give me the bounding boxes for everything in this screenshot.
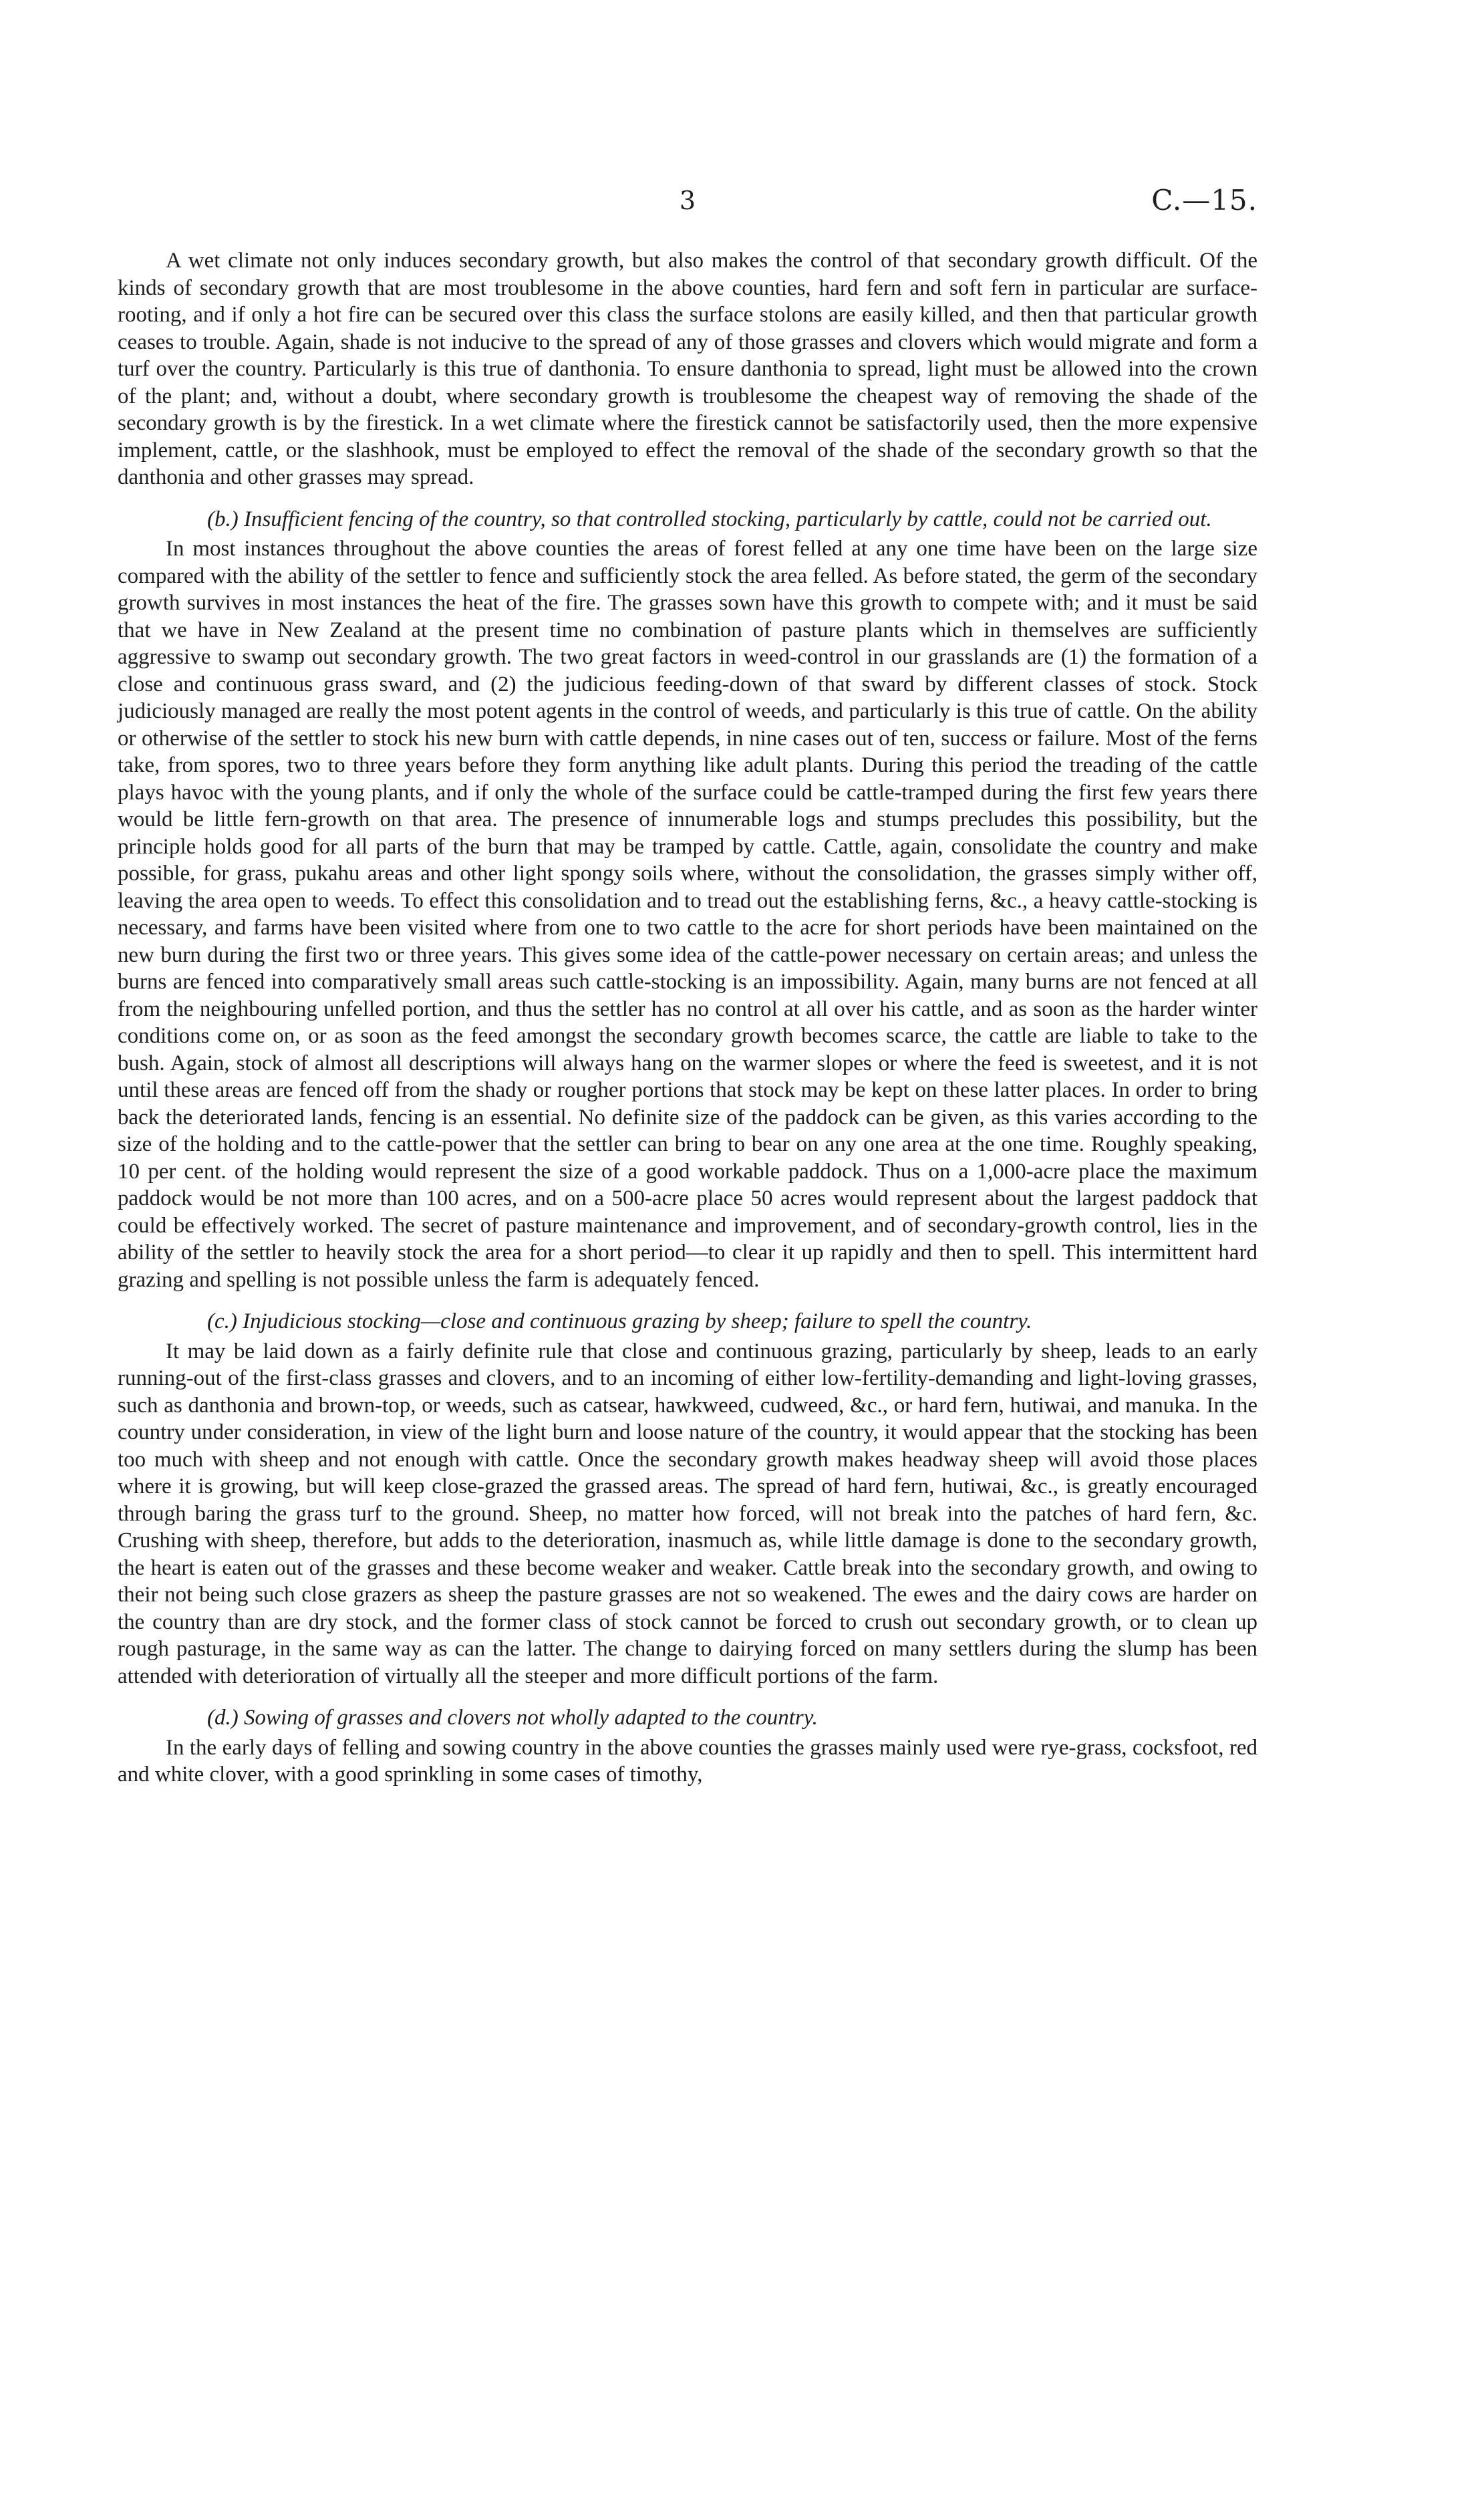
- section-paragraph: In most instances throughout the above counties the areas of forest felled at any one time have been on the large size compared with the ability of the settler to fence and sufficiently stock the area felled. As before stated, the germ of the secondary growth survives in most instances the heat of the fire. The grasses sown have this growth to compete with; and it must be said that we have in New Zealand at the present time no combination of pasture plants which in themselves are sufficiently aggressive to swamp out secondary growth. The two great factors in weed-control in our grasslands are (1) the formation of a close and continuous grass sward, and (2) the judicious feeding-down of that sward by different classes of stock. Stock judiciously managed are really the most potent agents in the control of weeds, and particularly is this true of cattle. On the ability or otherwise of the settler to stock his new burn with cattle depends, in nine cases out of ten, success or failure. Most of the ferns take, from spores, two to three years before they form anything like adult plants. During this period the treading of the cattle plays havoc with the young plants, and if only the whole of the surface could be cattle-tramped during the first few years there would be little fern-growth on that area. The presence of innumerable logs and stumps precludes this possibility, but the principle holds good for all parts of the burn that may be tramped by cattle. Cattle, again, consolidate the country and make possible, for grass, pukahu areas and other light spongy soils where, without the consolidation, the grasses simply wither off, leaving the area open to weeds. To effect this consolidation and to tread out the establishing ferns, &c., a heavy cattle-stocking is necessary, and farms have been visited where from one to two cattle to the acre for short periods have been maintained on the new burn during the first two or three years. This gives some idea of the cattle-power necessary on certain areas; and unless the burns are fenced into comparatively small areas such cattle-stocking is an impossibility. Again, many burns are not fenced at all from the neighbouring unfelled portion, and thus the settler has no control at all over his cattle, and as soon as the harder winter conditions come on, or as soon as the feed amongst the secondary growth becomes scarce, the cattle are liable to take to the bush. Again, stock of almost all descriptions will always hang on the warmer slopes or where the feed is sweetest, and it is not until these areas are fenced off from the shady or rougher portions that stock may be kept on these latter places. In order to bring back the deteriorated lands, fencing is an essential. No definite size of the paddock can be given, as this varies according to the size of the holding and to the cattle-power that the settler can bring to bear on any one area at the one time. Roughly speaking, 10 per cent. of the holding would represent the size of a good workable paddock. Thus on a 1,000-acre place the maximum paddock would be not more than 100 acres, and on a 500-acre place 50 acres would represent about the largest paddock that could be effectively worked. The secret of pasture maintenance and improvement, and of secondary-growth control, lies in the ability of the settler to heavily stock the area for a short period—to clear it up rapidly and then to spell. This intermittent hard grazing and spelling is not possible unless the farm is adequately fenced.: [118, 537, 1257, 1292]
- section-d: [118, 1704, 1257, 1789]
- document-reference: C.—15.: [1151, 184, 1257, 217]
- page-number: 3: [679, 186, 696, 215]
- section-heading: (c.) Injudicious stocking—close and continuous grazing by sheep; failure to spell the country.: [207, 1309, 1032, 1333]
- section-c: [118, 1308, 1257, 1690]
- section-paragraph: In the early days of felling and sowing country in the above counties the grasses mainly used were rye-grass, cocksfoot, red and white clover, with a good sprinkling in some cases of timothy,: [118, 1735, 1257, 1787]
- intro-paragraph: A wet climate not only induces secondary growth, but also makes the control of that secondary growth difficult. Of the kinds of secondary growth that are most troublesome in the above counties, hard fern and soft fern in particular are surface-rooting, and if only a hot fire can be secured over this class the surface stolons are easily killed, and then that particular growth ceases to trouble. Again, shade is not inducive to the spread of any of those grasses and clovers which would migrate and form a turf over the country. Particularly is this true of danthonia. To ensure danthonia to spread, light must be allowed into the crown of the plant; and, without a doubt, where secondary growth is troublesome the cheapest way of removing the shade of the secondary growth is by the firestick. In a wet climate where the firestick cannot be satisfactorily used, then the more expensive implement, cattle, or the slashhook, must be employed to effect the removal of the shade of the secondary growth so that the danthonia and other grasses may spread.: [118, 249, 1257, 489]
- section-heading: (b.) Insufficient fencing of the country, so that controlled stocking, particularly by cattle, could not be carried out.: [207, 507, 1212, 531]
- section-paragraph: It may be laid down as a fairly definite rule that close and continuous grazing, particularly by sheep, leads to an early running-out of the first-class grasses and clovers, and to an incoming of either low-fertility-demanding and light-loving grasses, such as danthonia and brown-top, or weeds, such as catsear, hawkweed, cudweed, &c., or hard fern, hutiwai, and manuka. In the country under consideration, in view of the light burn and loose nature of the country, it would appear that the stocking has been too much with sheep and not enough with cattle. Once the secondary growth makes headway sheep will avoid those places where it is growing, but will keep close-grazed the grassed areas. The spread of hard fern, hutiwai, &c., is greatly encouraged through baring the grass turf to the ground. Sheep, no matter how forced, will not break into the patches of hard fern, &c. Crushing with sheep, therefore, but adds to the deterioration, inasmuch as, while little damage is done to the secondary growth, the heart is eaten out of the grasses and these become weaker and weaker. Cattle break into the secondary growth, and owing to their not being such close grazers as sheep the pasture grasses are not so weakened. The ewes and the dairy cows are harder on the country than are dry stock, and the former class of stock cannot be forced to crush out secondary growth, or to clean up rough pasturage, in the same way as can the latter. The change to dairying forced on many settlers during the slump has been attended with deterioration of virtually all the steeper and more difficult portions of the farm.: [118, 1339, 1257, 1688]
- section-heading: (d.) Sowing of grasses and clovers not wholly adapted to the country.: [207, 1706, 818, 1730]
- section-b: [118, 506, 1257, 1294]
- page-body: [118, 247, 1257, 1789]
- page-header: [118, 180, 1257, 221]
